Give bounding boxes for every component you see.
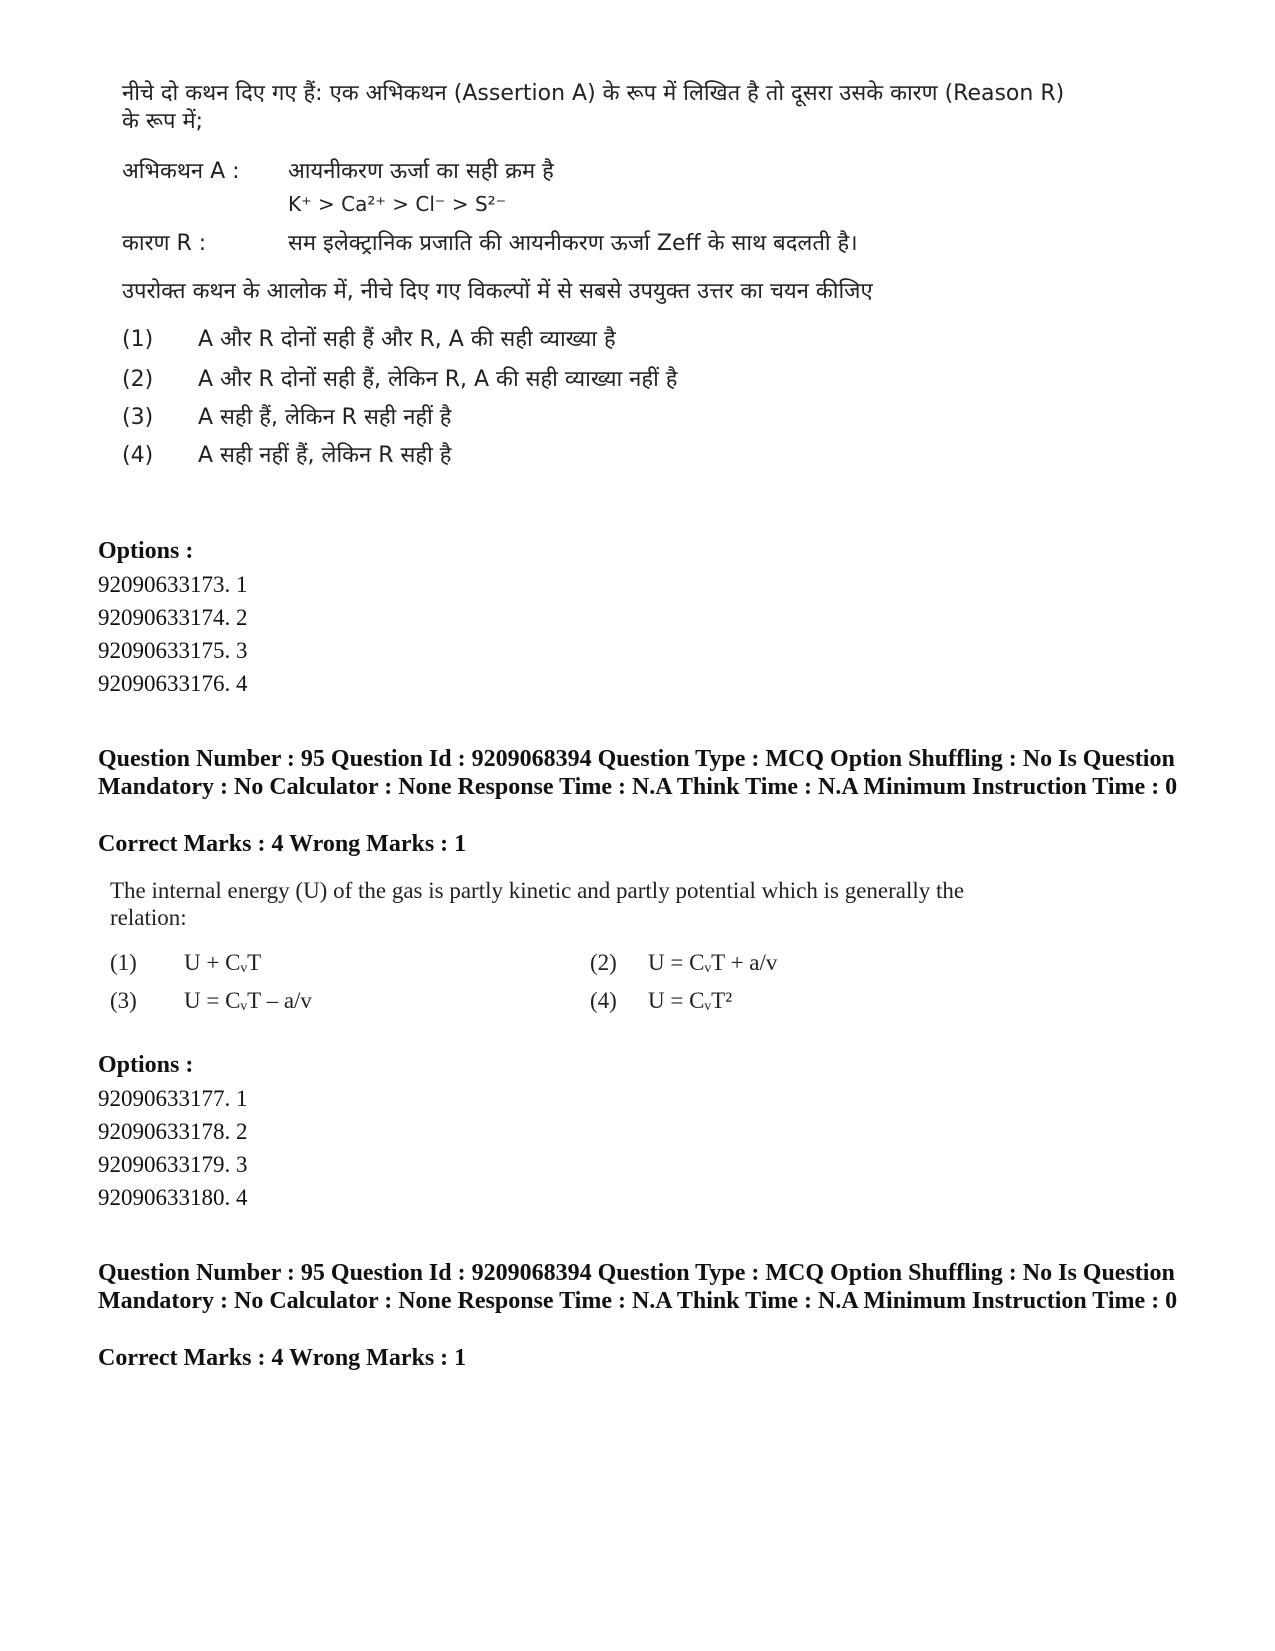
q94-option-4: 92090633176. 4 <box>98 671 248 696</box>
q96-marks: Correct Marks : 4 Wrong Marks : 1 <box>98 1345 467 1371</box>
q95-option-1: 92090633177. 1 <box>98 1086 248 1111</box>
q94-choice-3-text: A सही हैं, लेकिन R सही नहीं है <box>198 405 452 430</box>
q94-choice-2-text: A और R दोनों सही हैं, लेकिन R, A की सही व्याख्या नहीं है <box>198 367 678 392</box>
q95-choice-2-number: (2) <box>590 950 617 975</box>
q95-options-heading: Options : <box>98 1052 194 1078</box>
q95-choice-2-text: U = CᵥT + a/v <box>648 950 778 975</box>
q94-assertion-text: आयनीकरण ऊर्जा का सही क्रम है <box>288 159 554 184</box>
q95-choice-3-number: (3) <box>110 988 137 1013</box>
q94-choice-1-text: A और R दोनों सही हैं और R, A की सही व्याख्या है <box>198 327 616 352</box>
q95-choice-4-number: (4) <box>590 988 617 1013</box>
q94-choice-4-number: (4) <box>122 443 154 468</box>
q94-option-3: 92090633175. 3 <box>98 638 248 663</box>
q95-marks: Correct Marks : 4 Wrong Marks : 1 <box>98 831 467 857</box>
q94-options-heading: Options : <box>98 538 194 564</box>
q95-option-4: 92090633180. 4 <box>98 1185 248 1210</box>
q94-intro-line1: नीचे दो कथन दिए गए हैं: एक अभिकथन (Assertion A) के रूप में लिखित है तो दूसरा उसके कारण (Reason R) <box>122 81 1065 106</box>
q95-option-3: 92090633179. 3 <box>98 1152 248 1177</box>
q95-stem-line2: relation: <box>110 905 187 930</box>
q94-assertion-label: अभिकथन A : <box>122 159 240 184</box>
q95-stem-line1: The internal energy (U) of the gas is partly kinetic and partly potential which is generally the <box>110 878 965 903</box>
q94-choice-2-number: (2) <box>122 367 154 392</box>
q94-instruction: उपरोक्त कथन के आलोक में, नीचे दिए गए विकल्पों में से सबसे उपयुक्त उत्तर का चयन कीजिए <box>122 279 873 304</box>
q94-choice-1-number: (1) <box>122 327 154 352</box>
q95-choice-3-text: U = CᵥT – a/v <box>184 988 312 1013</box>
q96-meta: Question Number : 95 Question Id : 9209068394 Question Type : MCQ Option Shuffling : No Is Question Mandatory : No Calculator : None Response Time : N.A Think Time : N.A Minimum Instruction Time : 0 <box>98 1260 1178 1314</box>
q95-choice-4-text: U = CᵥT² <box>648 988 733 1013</box>
q95-meta: Question Number : 95 Question Id : 9209068394 Question Type : MCQ Option Shuffling : No Is Question Mandatory : No Calculator : None Response Time : N.A Think Time : N.A Minimum Instruction Time : 0 <box>98 746 1178 800</box>
q94-reason-text: सम इलेक्ट्रानिक प्रजाति की आयनीकरण ऊर्जा Zeff के साथ बदलती है। <box>288 231 858 256</box>
q95-option-2: 92090633178. 2 <box>98 1119 248 1144</box>
q95-choice-1-number: (1) <box>110 950 137 975</box>
q94-option-1: 92090633173. 1 <box>98 572 248 597</box>
q94-reason-label: कारण R : <box>122 231 207 256</box>
q94-assertion-formula: K⁺ > Ca²⁺ > Cl⁻ > S²⁻ <box>288 192 507 216</box>
q94-intro-line2: के रूप में; <box>122 109 204 134</box>
q94-choice-4-text: A सही नहीं हैं, लेकिन R सही है <box>198 443 452 468</box>
q95-choice-1-text: U + CᵥT <box>184 950 262 975</box>
q94-choice-3-number: (3) <box>122 405 154 430</box>
q94-option-2: 92090633174. 2 <box>98 605 248 630</box>
